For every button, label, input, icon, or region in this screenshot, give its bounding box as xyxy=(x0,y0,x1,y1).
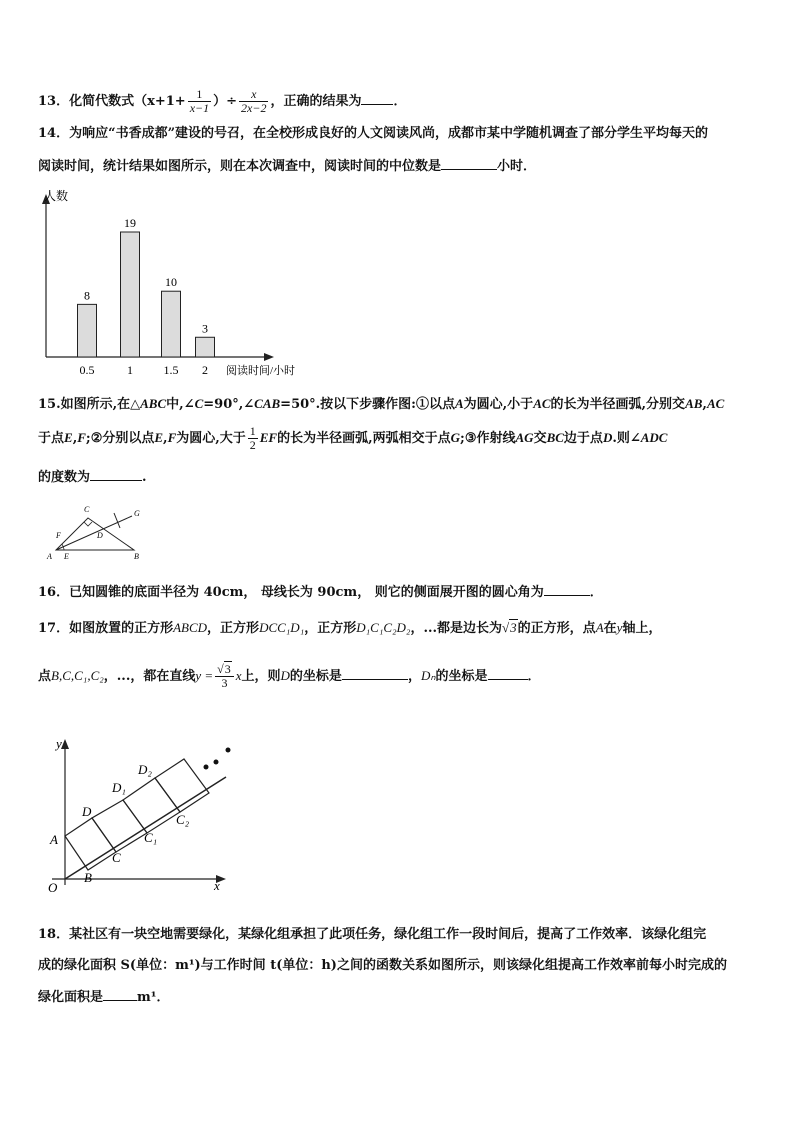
question-18-line-2: 成的绿化面积 S(单位：m¹)与工作时间 t(单位：h)之间的函数关系如图所示，则该绿化组提高工作效率前每小时完成的 xyxy=(38,958,727,973)
label-d: D xyxy=(82,804,92,819)
arc-mark xyxy=(114,513,120,528)
label-d1: D₁ xyxy=(112,780,126,795)
label-c: C xyxy=(112,850,121,865)
bar-2 xyxy=(196,337,215,357)
x-axis-arrow xyxy=(264,353,274,361)
question-16: 16．已知圆锥的底面半径为 40cm， 母线长为 90cm， 则它的侧面展开图的圆心角为 ． xyxy=(38,585,603,600)
bar-value-label: 3 xyxy=(202,321,208,336)
label-d2: D₂ xyxy=(138,762,152,777)
x-tick-label: 1 xyxy=(127,363,133,377)
label-o: O xyxy=(48,880,58,895)
question-15-line-1: 15.如图所示,在△ABC中,∠C=90°,∠CAB=50°.按以下步骤作图:①以点A为圆心,小于AC的长为半径画弧,分别交AB,AC xyxy=(38,396,725,412)
bar-1 xyxy=(121,232,140,357)
answer-blank[interactable] xyxy=(90,468,142,481)
answer-blank[interactable] xyxy=(544,583,590,596)
reading-time-bar-chart xyxy=(30,182,330,382)
x-tick-label: 2 xyxy=(202,363,208,377)
ray-ag xyxy=(56,516,132,550)
y-axis-label: 人数 xyxy=(44,189,69,203)
answer-blank[interactable] xyxy=(441,157,497,170)
question-18-line-1: 18．某社区有一块空地需要绿化，某绿化组承担了此项任务，绿化组工作一段时间后，提高了工作效率．该绿化组完 xyxy=(38,927,707,942)
label-a: A xyxy=(47,552,52,561)
label-a: A xyxy=(50,832,58,847)
question-15-line-2: 于点E,F;②分别以点E,F为圆心,大于 $\frac{1}{2}$ EF的长为半径画弧,两弧相交于点G;③作射线AG交BC边于点D.则∠ADC xyxy=(38,424,668,452)
line-y-eq-sqrt3-over-3-x xyxy=(65,777,226,879)
bar-value-label: 8 xyxy=(84,288,90,303)
label-c: C xyxy=(84,505,90,514)
x-tick-label: 0.5 xyxy=(79,363,95,377)
y-axis-arrow xyxy=(61,739,69,749)
x-tick-label: 1.5 xyxy=(163,363,179,377)
bar-0.5 xyxy=(78,304,97,357)
bar-value-label: 10 xyxy=(165,275,177,290)
label-c2: C₂ xyxy=(176,812,190,827)
question-17-line-2: 点B,C,C₁,C₂，...，都在直线y = $\frac{√3}{3}$ x上，则D的坐标是 ，Dₙ的坐标是 ． xyxy=(38,662,541,690)
question-13: 13．化简代数式（x+1+ $\frac{1}{x-1}$ ）÷ $\frac{x}{2x-2}$ ，正确的结果为 ． xyxy=(38,87,407,115)
answer-blank-dn[interactable] xyxy=(488,667,528,680)
question-15-line-3: 的度数为 . xyxy=(38,470,147,485)
ellipsis-dot xyxy=(226,748,231,753)
squares-on-line-figure xyxy=(34,730,244,900)
label-d: D xyxy=(97,531,103,540)
question-14-line-1: 14．为响应“书香成都”建设的号召，在全校形成良好的人文阅读风尚，成都市某中学随机调查了部分学生平均每天的 xyxy=(38,126,709,141)
label-y: y xyxy=(56,736,62,751)
x-axis-label: 阅读时间/小时 xyxy=(226,365,296,377)
question-18-line-3: 绿化面积是 m¹． xyxy=(38,990,170,1005)
question-17-line-1: 17．如图放置的正方形ABCD，正方形DCC₁D₁，正方形D₁C₁C₂D₂，...都是边长为√3的正方形，点A在y轴上， xyxy=(38,620,662,636)
question-14-line-2: 阅读时间，统计结果如图所示，则在本次调查中，阅读时间的中位数是 小时． xyxy=(38,159,537,174)
triangle-construction-figure xyxy=(40,500,160,562)
fraction-x-over-2x-minus-2: $\frac{x}{2x-2}$ xyxy=(241,87,267,115)
ellipsis-dot xyxy=(204,765,209,770)
fraction-sqrt3-over-3: $\frac{√3}{3}$ xyxy=(215,663,234,690)
label-b: B xyxy=(84,870,92,885)
label-b: B xyxy=(134,552,139,561)
fraction-one-half: $\frac{1}{2}$ xyxy=(249,424,256,452)
label-g: G xyxy=(134,509,140,518)
label-x: x xyxy=(214,878,220,893)
bar-value-label: 19 xyxy=(124,216,136,230)
label-f: F xyxy=(56,531,61,540)
right-angle-mark xyxy=(84,522,92,526)
answer-blank-d[interactable] xyxy=(342,667,408,680)
ellipsis-dot xyxy=(214,760,219,765)
answer-blank[interactable] xyxy=(361,92,393,105)
fraction-1-over-x-minus-1: $\frac{1}{x-1}$ xyxy=(189,87,210,115)
label-c1: C₁ xyxy=(144,830,158,845)
answer-blank[interactable] xyxy=(103,988,137,1001)
bar-1.5 xyxy=(162,291,181,357)
label-e: E xyxy=(64,552,69,561)
